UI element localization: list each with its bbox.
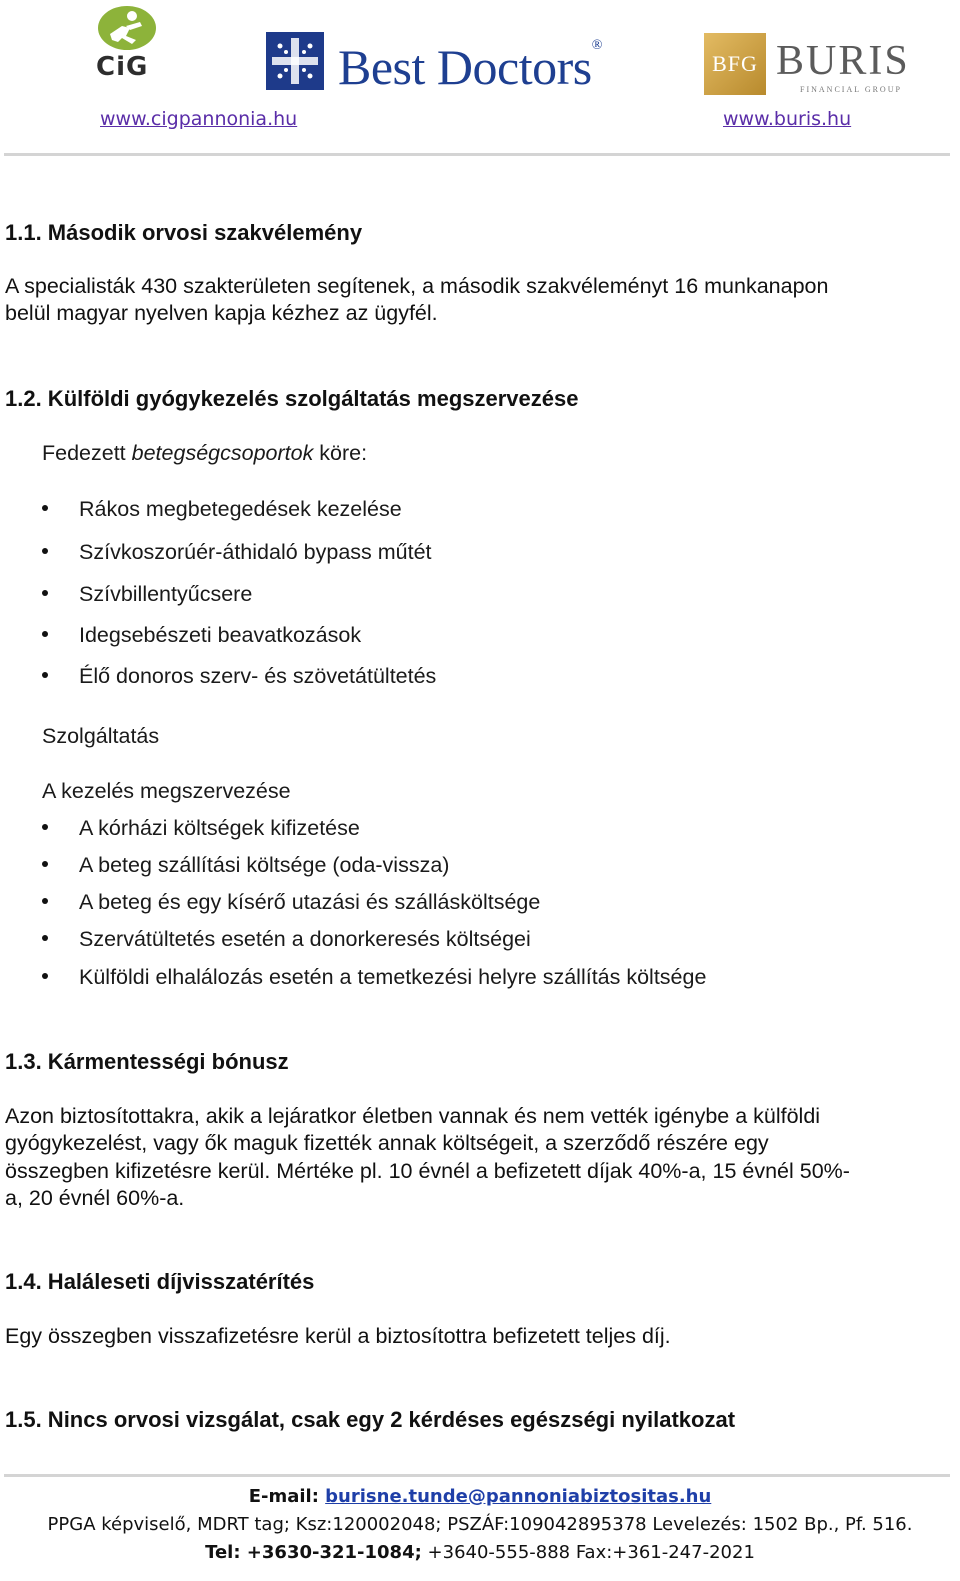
list-item: A kórházi költségek kifizetése: [42, 816, 360, 841]
list-item: Szívkoszorúér-áthidaló bypass műtét: [42, 540, 432, 565]
buris-link[interactable]: www.buris.hu: [723, 108, 852, 130]
section-1-1-title: 1.1. Második orvosi szakvélemény: [5, 220, 363, 245]
footer-divider: [4, 1474, 950, 1477]
list-item: Külföldi elhalálozás esetén a temetkezési helyre szállítás költsége: [42, 965, 706, 990]
bullet-icon: [42, 898, 48, 904]
page-header: [0, 0, 960, 160]
footer-email-line: E-mail: burisne.tunde@pannoniabiztositas.hu: [248, 1486, 712, 1507]
bullet-icon: [42, 935, 48, 941]
section-1-3-line-2: gyógykezelést, vagy ők maguk fizették annak költségeit, a szerződő részére egy: [5, 1131, 769, 1155]
bullet-icon: [42, 973, 48, 979]
best-doctors-logo: [266, 32, 636, 96]
section-1-4-title: 1.4. Haláleseti díjvisszatérítés: [5, 1269, 315, 1294]
section-1-2-title: 1.2. Külföldi gyógykezelés szolgáltatás megszervezése: [5, 386, 579, 411]
footer-phone-line: Tel: +3630-321-1084; +3640-555-888 Fax:+361-247-2021: [205, 1542, 755, 1563]
section-1-3-line-4: a, 20 évnél 60%-a.: [5, 1186, 185, 1210]
bfg-buris-logo: [704, 33, 910, 99]
bullet-icon: [42, 672, 48, 678]
cig-figure-icon: [96, 4, 158, 54]
bullet-icon: [42, 590, 48, 596]
list-item: Idegsebészeti beavatkozások: [42, 623, 361, 648]
header-divider: [4, 153, 950, 156]
cigpannonia-link[interactable]: www.cigpannonia.hu: [100, 108, 298, 130]
bullet-icon: [42, 505, 48, 511]
bullet-icon: [42, 861, 48, 867]
section-1-4-text: Egy összegben visszafizetésre kerül a biztosítottra befizetett teljes díj.: [5, 1324, 671, 1348]
list-item: A beteg és egy kísérő utazási és szállásköltsége: [42, 890, 540, 915]
cig-logo-text: CiG: [96, 52, 149, 82]
service-label: Szolgáltatás: [42, 724, 160, 748]
best-doctors-cross-icon: [266, 32, 324, 90]
buris-subtitle: FINANCIAL GROUP: [800, 85, 902, 94]
bfg-badge: BFG: [704, 33, 766, 95]
bullet-icon: [42, 548, 48, 554]
list-item: Rákos megbetegedések kezelése: [42, 497, 402, 522]
section-1-3-line-1: Azon biztosítottakra, akik a lejáratkor életben vannak és nem vették igénybe a külföldi: [5, 1104, 821, 1128]
covered-groups-label: Fedezett betegségcsoportok köre:: [42, 441, 368, 465]
bullet-icon: [42, 824, 48, 830]
list-item: A beteg szállítási költsége (oda-vissza): [42, 853, 449, 878]
footer-details-line: PPGA képviselő, MDRT tag; Ksz:120002048; PSZÁF:109042895378 Levelezés: 1502 Bp., Pf. 516.: [47, 1514, 913, 1535]
section-1-1-line-1: A specialisták 430 szakterületen segítenek, a második szakvéleményt 16 munkanapon: [5, 274, 829, 298]
section-1-1-line-2: belül magyar nyelven kapja kézhez az ügyfél.: [5, 301, 438, 325]
treatment-label: A kezelés megszervezése: [42, 779, 291, 803]
best-doctors-wordmark: Best Doctors®: [338, 38, 602, 95]
bullet-icon: [42, 631, 48, 637]
section-1-5-title: 1.5. Nincs orvosi vizsgálat, csak egy 2 kérdéses egészségi nyilatkozat: [5, 1407, 736, 1432]
section-1-3-title: 1.3. Kármentességi bónusz: [5, 1049, 289, 1074]
email-link[interactable]: burisne.tunde@pannoniabiztositas.hu: [325, 1486, 712, 1507]
list-item: Szívbillentyűcsere: [42, 582, 252, 607]
cig-logo: [96, 4, 158, 84]
list-item: Élő donoros szerv- és szövetátültetés: [42, 664, 436, 689]
section-1-3-line-3: összegben kifizetésre kerül. Mértéke pl. 10 évnél a befizetett díjak 40%-a, 15 évnél 50%-: [5, 1159, 850, 1183]
buris-wordmark: BURIS: [776, 38, 910, 84]
list-item: Szervátültetés esetén a donorkeresés költségei: [42, 927, 531, 952]
